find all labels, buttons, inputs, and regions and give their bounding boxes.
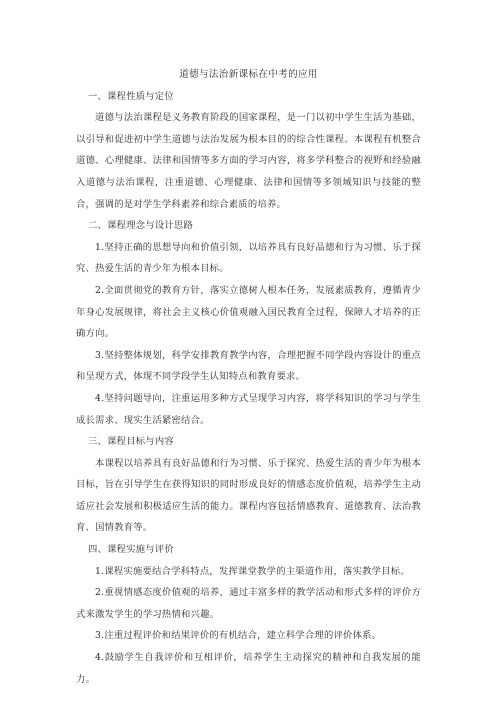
list-item-philosophy-4: 4.坚持问题导向，注重运用多种方式呈现学习内容，将学科知识的学习与学生成长需求、现实生活紧密结合。	[76, 392, 421, 426]
list-item-implementation-2: 2.重视情感态度价值观的培养，通过丰富多样的教学活动和形式多样的评价方式来激发学生的学习热情和兴趣。	[76, 587, 421, 620]
section-heading-nature: 一、课程性质与定位	[88, 90, 174, 102]
document-body	[76, 64, 421, 690]
section-heading-goals: 三、课程目标与内容	[88, 436, 174, 448]
list-item-implementation-1: 1.课程实施要结合学科特点，发挥课堂教学的主渠道作用，落实教学目标。	[95, 565, 410, 577]
list-item-philosophy-2: 2.全面贯彻党的教育方针，落实立德树人根本任务，发展素质教育，遵循青少年身心发展规律，将社会主义核心价值观融入国民教育全过程，保障人才培养的正确方向。	[76, 284, 421, 340]
paragraph-nature: 道德与法治课程是义务教育阶段的国家课程，是一门以初中学生生活为基础，以引导和促进初中学生道德与法治发展为根本目的的综合性课程。本课程有机整合道德、心理健康、法律和国情等多方面的学习内容，将多学科整合的视野和经验融入道德与法治课程，注重道德、心理健康、法律和国情等多领域知识与技能的整合，强调的是对学生学科素养和综合素质的培养。	[76, 112, 421, 210]
section-heading-philosophy: 二、课程理念与设计思路	[88, 220, 194, 232]
document-title: 道德与法治新课标在中考的应用	[179, 69, 318, 80]
paragraph-goals: 本课程以培养具有良好品德和行为习惯、乐于探究、热爱生活的青少年为根本目标，旨在引导学生在获得知识的同时形成良好的情感态度价值观，培养学生主动适应社会发展和积极适应生活的能力。课程内容包括情感教育、道德教育、法治教育、国情教育等。	[76, 457, 421, 534]
list-item-implementation-3: 3.注重过程评价和结果评价的有机结合，建立科学合理的评价体系。	[95, 630, 382, 642]
list-item-implementation-4: 4.鼓励学生自我评价和互相评价，培养学生主动探究的精神和自我发展的能力。	[76, 652, 421, 685]
section-heading-implementation: 四、课程实施与评价	[88, 544, 174, 556]
list-item-philosophy-1: 1.坚持正确的思想导向和价值引领，以培养具有良好品德和行为习惯、乐于探究、热爱生活的青少年为根本目标。	[76, 241, 421, 275]
list-item-philosophy-3: 3.坚持整体规划，科学安排教育教学内容，合理把握不同学段内容设计的重点和呈现方式，体现不同学段学生认知特点和教育要求。	[76, 349, 421, 383]
